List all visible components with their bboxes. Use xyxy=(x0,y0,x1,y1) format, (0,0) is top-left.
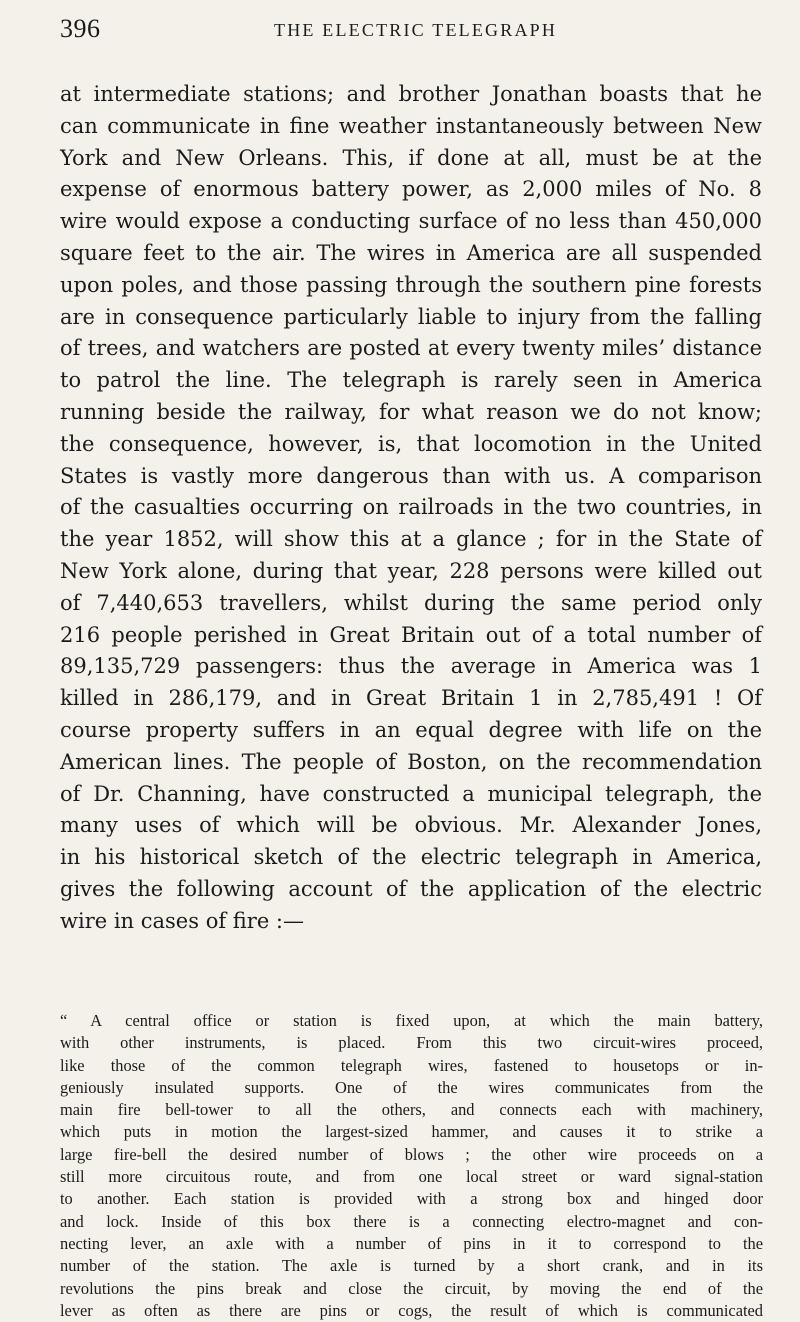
quote-line: geniously insulated supports. One of the wires communicates from the xyxy=(60,1077,763,1097)
body-line: can communicate in fine weather instantaneously between New xyxy=(60,113,762,138)
quote-line: to another. Each station is provided with a strong box and hinged door xyxy=(60,1189,763,1209)
quote-line: and lock. Inside of this box there is a connecting electro-magnet and con- xyxy=(60,1211,763,1231)
body-paragraph xyxy=(60,79,762,938)
body-line: in his historical sketch of the electric telegraph in America, xyxy=(60,845,762,870)
body-line: are in consequence particularly liable to injury from the falling xyxy=(60,304,762,329)
body-line: gives the following account of the application of the electric xyxy=(60,876,762,901)
body-line: American lines. The people of Boston, on the recommendation xyxy=(60,749,762,774)
page-number: 396 xyxy=(60,14,101,43)
page-header xyxy=(60,14,760,58)
quote-line: which puts in motion the largest-sized hammer, and causes it to strike a xyxy=(60,1122,763,1142)
running-head: THE ELECTRIC TELEGRAPH xyxy=(274,20,558,40)
body-line: the consequence, however, is, that locomotion in the United xyxy=(60,431,762,456)
body-line: of the casualties occurring on railroads in the two countries, in xyxy=(60,495,762,520)
body-line: many uses of which will be obvious. Mr. Alexander Jones, xyxy=(60,813,762,838)
body-line: the year 1852, will show this at a glance ; for in the State of xyxy=(60,527,762,552)
body-line: wire in cases of fire :— xyxy=(60,908,305,933)
body-line: upon poles, and those passing through the southern pine forests xyxy=(60,272,762,297)
quote-line: lever as often as there are pins or cogs, the result of which is communicated xyxy=(60,1300,763,1320)
body-line: running beside the railway, for what reason we do not know; xyxy=(60,399,762,424)
body-line: to patrol the line. The telegraph is rarely seen in America xyxy=(60,368,762,393)
body-line: course property suffers in an equal degree with life on the xyxy=(60,717,762,742)
body-line: killed in 286,179, and in Great Britain 1 in 2,785,491 ! Of xyxy=(60,686,762,711)
quote-line: main fire bell-tower to all the others, and connects each with machinery, xyxy=(60,1100,763,1120)
body-line: New York alone, during that year, 228 persons were killed out xyxy=(60,558,762,583)
body-line: 216 people perished in Great Britain out of a total number of xyxy=(60,622,762,647)
quote-line: revolutions the pins break and close the circuit, by moving the end of the xyxy=(60,1278,763,1298)
body-line: at intermediate stations; and brother Jonathan boasts that he xyxy=(60,82,762,106)
block-quote xyxy=(60,1010,763,1322)
body-line: of trees, and watchers are posted at every twenty miles’ distance xyxy=(60,336,762,361)
body-line: 89,135,729 passengers: thus the average in America was 1 xyxy=(60,654,762,679)
body-line: expense of enormous battery power, as 2,000 miles of No. 8 xyxy=(60,177,762,202)
quote-line: “ A central office or station is fixed upon, at which the main battery, xyxy=(60,1011,763,1030)
quote-line: like those of the common telegraph wires, fastened to housetops or in- xyxy=(60,1055,763,1075)
quote-line: still more circuitous route, and from one local street or ward signal-station xyxy=(60,1167,763,1187)
quote-line: number of the station. The axle is turned by a short crank, and in its xyxy=(60,1256,763,1276)
body-line: States is vastly more dangerous than with us. A comparison xyxy=(60,463,762,488)
body-line: wire would expose a conducting surface of no less than 450,000 xyxy=(60,209,762,234)
body-line: of Dr. Channing, have constructed a municipal telegraph, the xyxy=(60,781,762,806)
quote-line: with other instruments, is placed. From this two circuit-wires proceed, xyxy=(60,1033,763,1053)
quote-line: large fire-bell the desired number of blows ; the other wire proceeds on a xyxy=(60,1144,763,1164)
body-line: square feet to the air. The wires in America are all suspended xyxy=(60,240,762,265)
body-line: of 7,440,653 travellers, whilst during the same period only xyxy=(60,590,762,615)
quote-line: necting lever, an axle with a number of pins in it to correspond to the xyxy=(60,1233,763,1253)
body-line: York and New Orleans. This, if done at all, must be at the xyxy=(60,145,762,170)
